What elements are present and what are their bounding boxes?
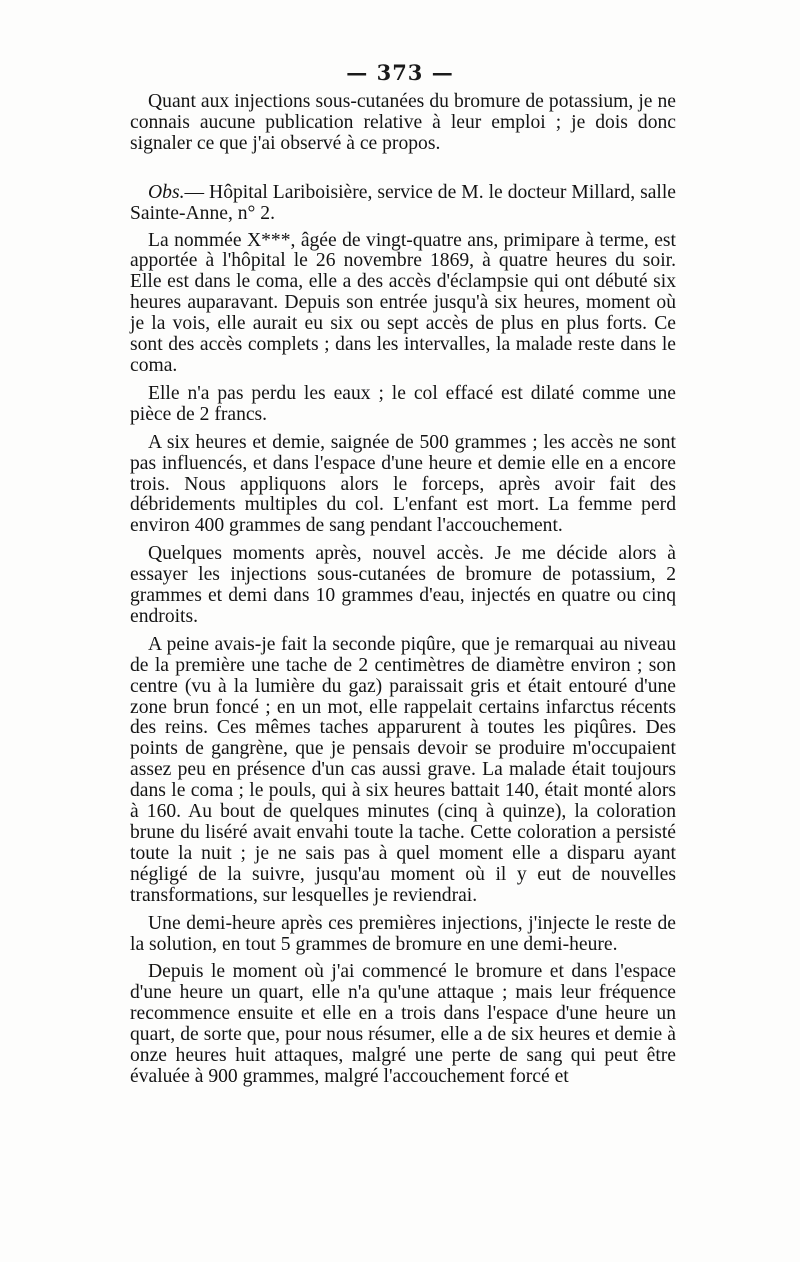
paragraph-skin-stains: A peine avais-je fait la seconde piqûre, que je remarquai au niveau de la première une tache de 2 centimètres de diamètre environ ; son centre (vu à la lumière du gaz) paraissait gris et était entouré d'une zone brun foncé ; en un mot, elle rappelait certains infarctus récents des reins. Ces mêmes taches apparurent à toutes les piqûres. Des points de gangrène, que je pensais devoir se produire m'occupaient assez peu en présence d'un cas aussi grave. La malade était toujours dans le coma ; le pouls, qui à six heures battait 140, était monté alors à 160. Au bout de quelques minutes (cinq à quinze), la coloration brune du liséré avait envahi toute la tache. Cette coloration a persisté toute la nuit ; je ne sais pas à quel moment elle a disparu ayant négligé de la suivre, jusqu'au moment où il y eut de nouvelles transformations, sur lesquelles je reviendrai. — [130, 633, 676, 906]
observation-heading — [130, 183, 676, 225]
paragraph-patient-admission: La nommée X***, âgée de vingt-quatre ans, primipare à terme, est apportée à l'hôpital le 26 novembre 1869, à quatre heures du soir. Elle est dans le coma, elle a des accès d'éclampsie qui ont débuté six heures auparavant. Depuis son entrée jusqu'à six heures, moment où je la vois, elle aurait eu six ou sept accès de plus en plus forts. Ce sont des accès complets ; dans les intervalles, la malade reste dans le coma. — [130, 229, 676, 376]
paragraph-cervix: Elle n'a pas perdu les eaux ; le col effacé est dilaté comme une pièce de 2 francs. — [130, 382, 676, 425]
paragraph-attack-summary: Depuis le moment où j'ai commencé le bromure et dans l'espace d'une heure un quart, elle n'a qu'une attaque ; mais leur fréquence recommence ensuite et elle en a trois dans l'espace d'une heure un quart, de sorte que, pour nous résumer, elle a de six heures et demie à onze heures huit attaques, malgré une perte de sang qui peut être évaluée à 900 grammes, malgré l'accouchement forcé et — [130, 961, 676, 1087]
paragraph-bleeding-forceps: A six heures et demie, saignée de 500 grammes ; les accès ne sont pas influencés, et dans l'espace d'une heure et demie elle en a encore trois. Nous appliquons alors le forceps, après avoir fait des débridements multiples du col. L'enfant est mort. La femme perd environ 400 grammes de sang pendant l'accouchement. — [130, 431, 676, 537]
page-number: — 373 — — [346, 60, 454, 85]
paragraph-intro: Quant aux injections sous-cutanées du bromure de potassium, je ne connais aucune publication relative à leur emploi ; je dois donc signaler ce que j'ai observé à ce propos. — [130, 91, 676, 154]
observation-heading-text: — Hôpital Lariboisière, service de M. le docteur Millard, salle Sainte-Anne, n° 2. — [130, 181, 676, 224]
observation-label: Obs. — [148, 181, 185, 203]
body-text — [130, 92, 676, 1088]
paragraph-bromide-injection: Quelques moments après, nouvel accès. Je me décide alors à essayer les injections sous-cutanées de bromure de potassium, 2 grammes et demi dans 10 grammes d'eau, injectés en quatre ou cinq endroits. — [130, 543, 676, 627]
paragraph-second-injection: Une demi-heure après ces premières injections, j'injecte le reste de la solution, en tout 5 grammes de bromure en une demi-heure. — [130, 912, 676, 955]
